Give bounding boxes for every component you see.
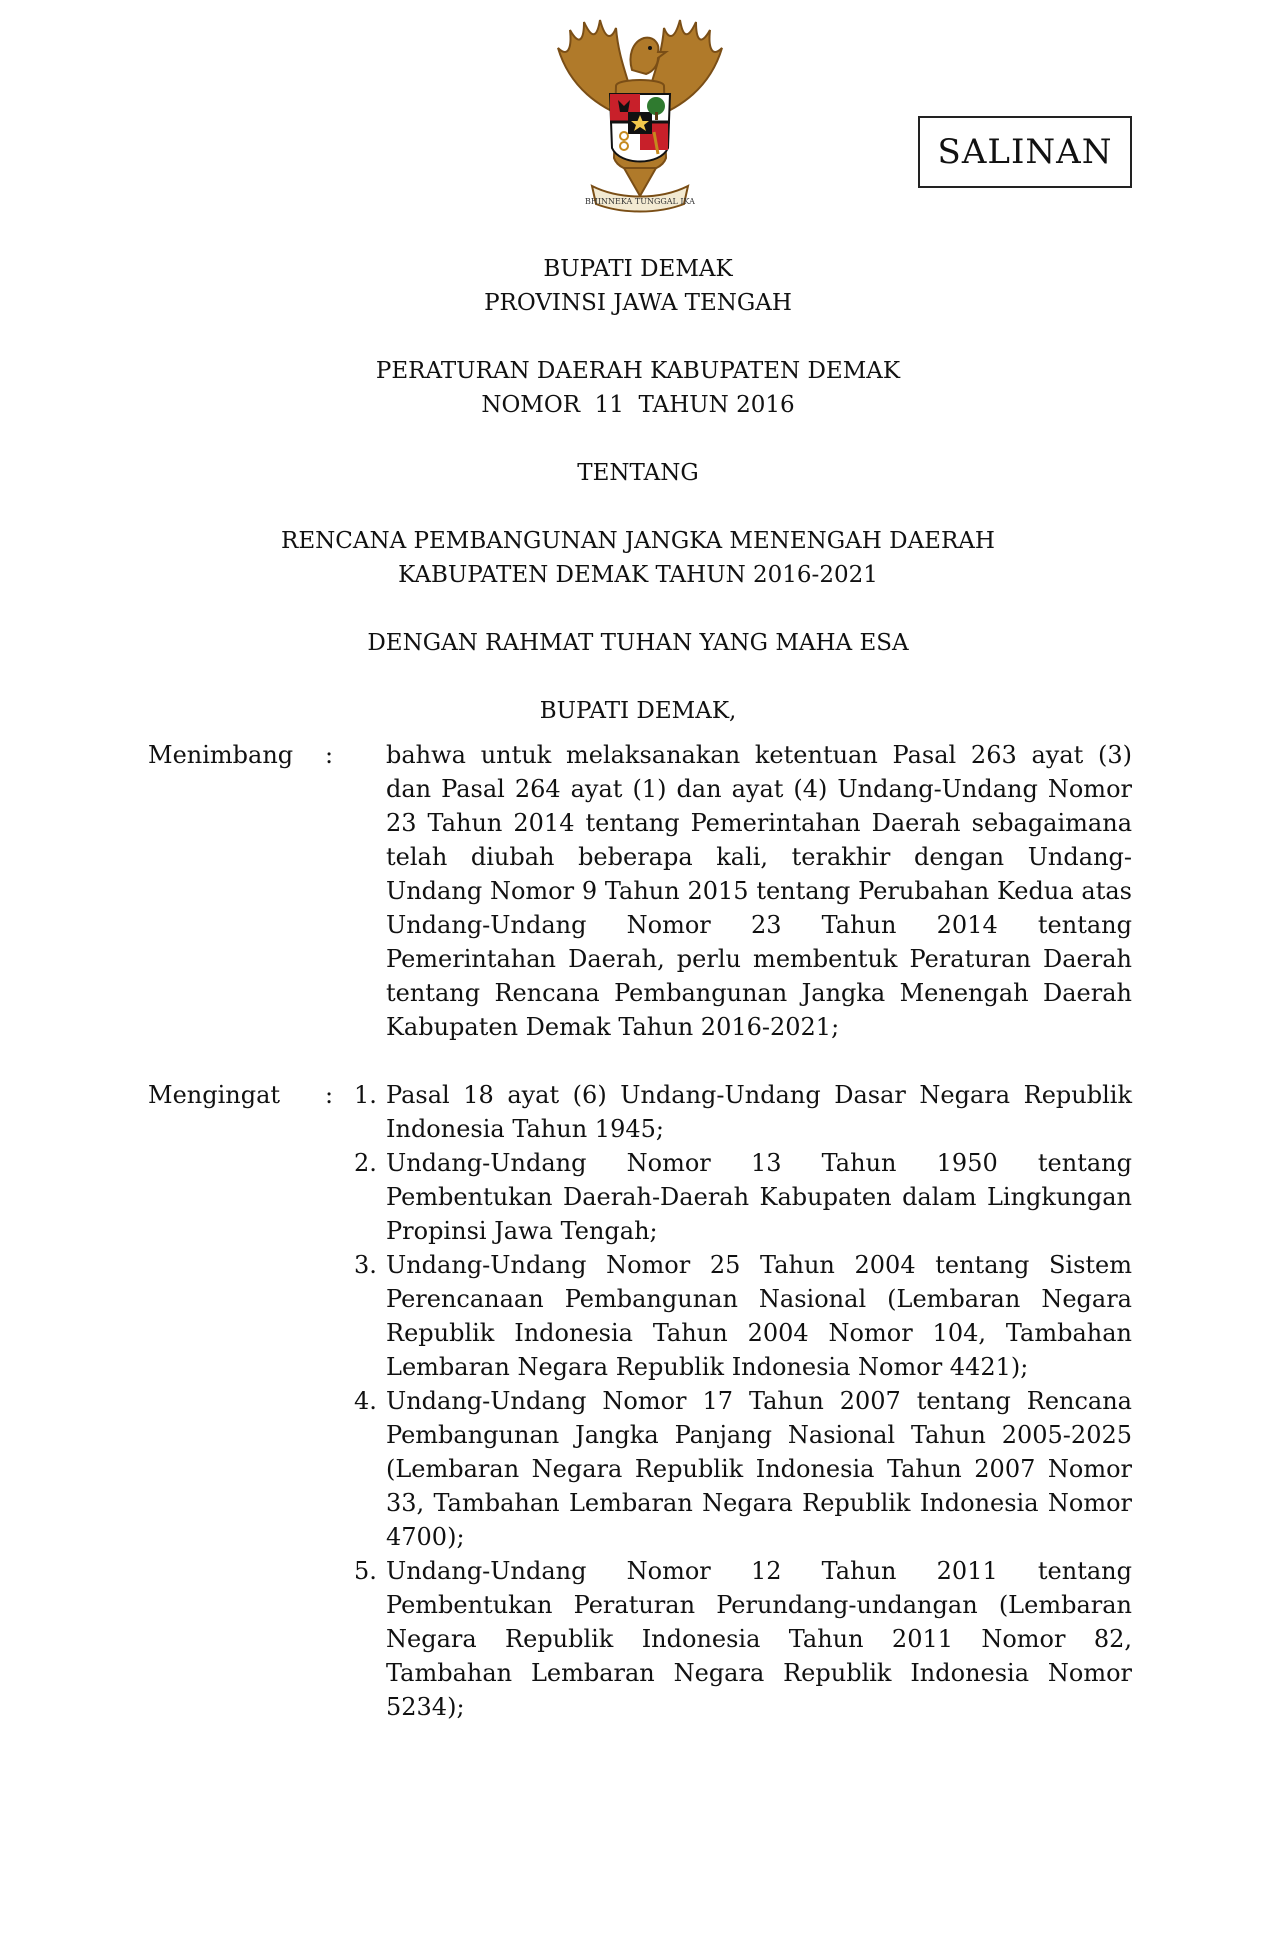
list-item-number: 1. [354,1081,377,1109]
salinan-stamp: SALINAN [918,116,1132,188]
mengingat-colon: : [325,1081,334,1109]
list-item-text: Undang-Undang Nomor 12 Tahun 2011 tentang Pembentukan Peraturan Perundang-undangan (Lembaran Negara Republik Indonesia Tahun 2011 Nomor 82, Tambahan Lembaran Negara Republik Indonesia Nomor 5234); [386,1557,1132,1721]
list-item-number: 2. [354,1149,377,1177]
mengingat-label: Mengingat [148,1081,281,1109]
emblem-motto: BHINNEKA TUNGGAL IKA [585,197,695,206]
blessing-line: DENGAN RAHMAT TUHAN YANG MAHA ESA [367,630,909,656]
subject-line-2: KABUPATEN DEMAK TAHUN 2016-2021 [398,562,878,588]
regulation-title: PERATURAN DAERAH KABUPATEN DEMAK [375,358,901,384]
menimbang-text: bahwa untuk melaksanakan ketentuan Pasal 263 ayat (3) dan Pasal 264 ayat (1) dan ayat (4) Undang-Undang Nomor 23 Tahun 2014 tentang Pemerintahan Daerah sebagaimana telah diubah beberapa kali, terakhir dengan Undang-Undang Nomor 9 Tahun 2015 tentang Perubahan Kedua atas Undang-Undang Nomor 23 Tahun 2014 tentang Pemerintahan Daerah, perlu membentuk Peraturan Daerah tentang Rencana Pembangunan Jangka Menengah Daerah Kabupaten Demak Tahun 2016-2021; [386,741,1132,1041]
list-item [354,1248,1132,1384]
regulation-number: NOMOR 11 TAHUN 2016 [481,392,795,418]
list-item [354,1078,1132,1146]
list-item-text: Pasal 18 ayat (6) Undang-Undang Dasar Negara Republik Indonesia Tahun 1945; [386,1081,1132,1143]
list-item-text: Undang-Undang Nomor 13 Tahun 1950 tentang Pembentukan Daerah-Daerah Kabupaten dalam Lingkungan Propinsi Jawa Tengah; [386,1149,1132,1245]
list-item [354,1146,1132,1248]
list-item-number: 4. [354,1387,377,1415]
list-item-text: Undang-Undang Nomor 17 Tahun 2007 tentang Rencana Pembangunan Jangka Panjang Nasional Tahun 2005-2025 (Lembaran Negara Republik Indonesia Tahun 2007 Nomor 33, Tambahan Lembaran Negara Republik Indonesia Nomor 4700); [386,1387,1132,1551]
garuda-emblem-icon [540,8,740,228]
list-item-number: 5. [354,1557,377,1585]
list-item [354,1554,1132,1724]
list-item-number: 3. [354,1251,377,1279]
menimbang-label: Menimbang [148,741,294,769]
about-heading: TENTANG [577,460,699,486]
list-item-text: Undang-Undang Nomor 25 Tahun 2004 tentang Sistem Perencanaan Pembangunan Nasional (Lembaran Negara Republik Indonesia Tahun 2004 Nomor 104, Tambahan Lembaran Negara Republik Indonesia Nomor 4421); [386,1251,1132,1381]
issuer-signature-heading: BUPATI DEMAK, [539,698,737,724]
subject-line-1: RENCANA PEMBANGUNAN JANGKA MENENGAH DAERAH [281,528,995,554]
list-item [354,1384,1132,1554]
menimbang-colon: : [325,741,334,769]
province-title: PROVINSI JAWA TENGAH [484,290,792,316]
issuer-title: BUPATI DEMAK [543,256,733,282]
